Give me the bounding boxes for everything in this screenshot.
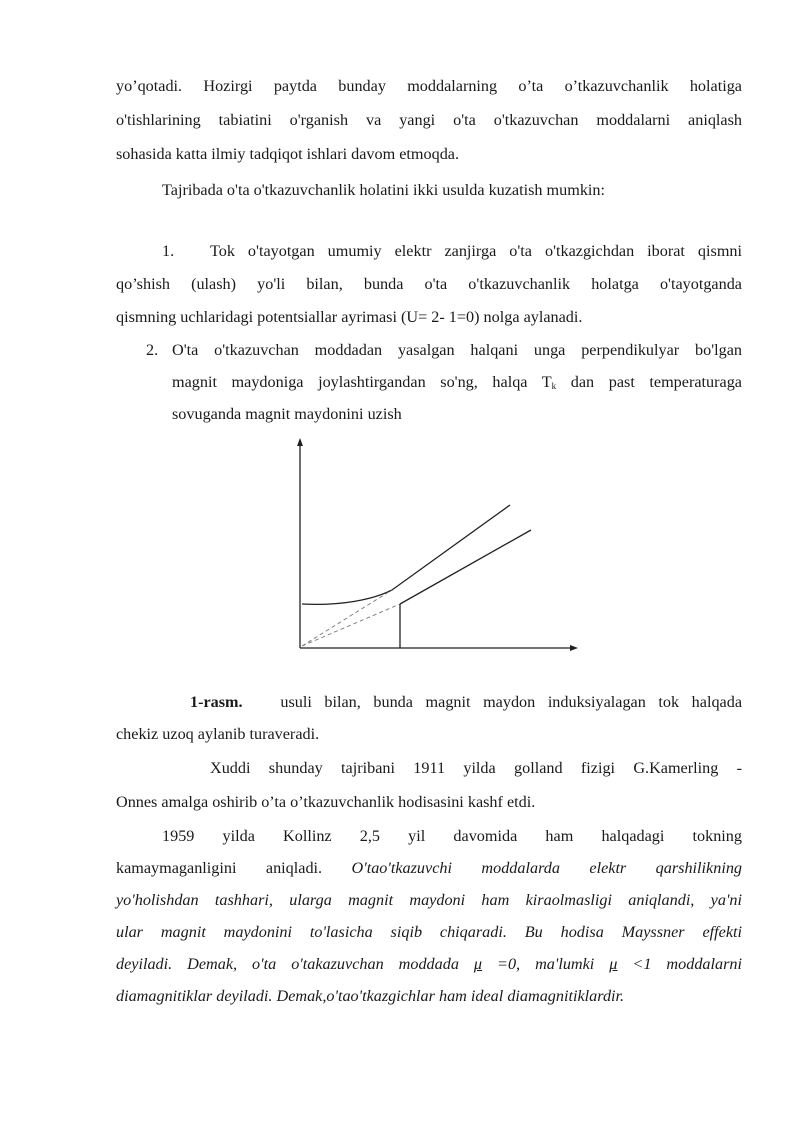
mu-symbol: μ xyxy=(473,955,483,973)
list-item-2-line-1: O'ta o'tkazuvchan moddadan yasalgan halqani unga perpendikulyar bo'lgan xyxy=(172,341,742,359)
caption-line-2: chekiz uzoq aylanib turaveradi. xyxy=(116,725,320,743)
list-item-1-line-2: qo’shish (ulash) yo'li bilan, bunda o'ta o'tkazuvchanlik holatga o'tayotganda xyxy=(116,275,742,293)
list-item-2-line-2: magnit maydoniga joylashtirgandan so'ng, halqa $T_k$ dan past temperaturaga xyxy=(172,373,742,391)
paragraph-4-line-6: diamagnitiklar deyiladi. Demak,o'tao'tkazgichlar ham ideal diamagnitiklardir. xyxy=(116,987,625,1005)
subscript-k: k xyxy=(551,381,557,391)
figure-caption: 1-rasm. usuli bilan, bunda magnit maydon induksiyalagan tok halqada xyxy=(190,693,742,711)
paragraph-4-line-1: 1959 yilda Kollinz 2,5 yil davomida ham halqadagi tokning xyxy=(162,827,742,845)
paragraph-4-line-5: deyiladi. Demak, o'ta o'takazuvchan moddada μ =0, ma'lumki μ <1 moddalarni xyxy=(116,955,742,973)
dashed-extrapolation-upper xyxy=(302,590,392,646)
line-lower xyxy=(400,530,531,604)
list-item-2-line-3: sovuganda magnit maydonini uzish xyxy=(172,405,402,423)
y-axis-arrow xyxy=(297,438,303,446)
curve-upper xyxy=(302,505,510,604)
paragraph-1-line-1: yo’qotadi. Hozirgi paytda bunday moddalarning o’ta o’tkazuvchanlik holatiga xyxy=(116,77,742,95)
figure-label: 1-rasm. xyxy=(190,693,243,711)
paragraph-4-line-4: ular magnit maydonini to'lasicha siqib chiqaradi. Bu hodisa Mayssner effekti xyxy=(116,923,742,941)
paragraph-4-line-3: yo'holishdan tashhari, ularga magnit maydoni ham kiraolmasligi aniqlandi, ya'ni xyxy=(116,891,742,909)
paragraph-2: Tajribada o'ta o'tkazuvchanlik holatini ikki usulda kuzatish mumkin: xyxy=(162,181,606,199)
paragraph-1-line-2: o'tishlarining tabiatini o'rganish va yangi o'ta o'tkazuvchan moddalarni aniqlash xyxy=(116,111,742,129)
list-item-1-line-3: qismning uchlaridagi potentsiallar ayrimasi (U= 2- 1=0) nolga aylanadi. xyxy=(116,308,583,326)
paragraph-1-line-3: sohasida katta ilmiy tadqiqot ishlari davom etmoqda. xyxy=(116,145,460,163)
paragraph-3-line-1: Xuddi shunday tajribani 1911 yilda golland fizigi G.Kamerling - xyxy=(210,759,742,777)
mu-symbol: μ xyxy=(609,955,618,973)
list-item-1-line-1: Tok o'tayotgan umumiy elektr zanjirga o'ta o'tkazgichdan iborat qismni xyxy=(210,242,742,260)
dashed-extrapolation-lower xyxy=(302,604,400,646)
x-axis-arrow xyxy=(570,645,578,651)
list-item-1-number: 1. xyxy=(162,242,175,260)
list-item-2-number: 2. xyxy=(146,341,159,359)
paragraph-4-line-2: kamaymaganligini aniqladi. O'tao'tkazuvchi moddalarda elektr qarshilikning xyxy=(116,859,743,877)
paragraph-3-line-2: Onnes amalga oshirib o’ta o’tkazuvchanlik hodisasini kashf etdi. xyxy=(116,793,536,811)
